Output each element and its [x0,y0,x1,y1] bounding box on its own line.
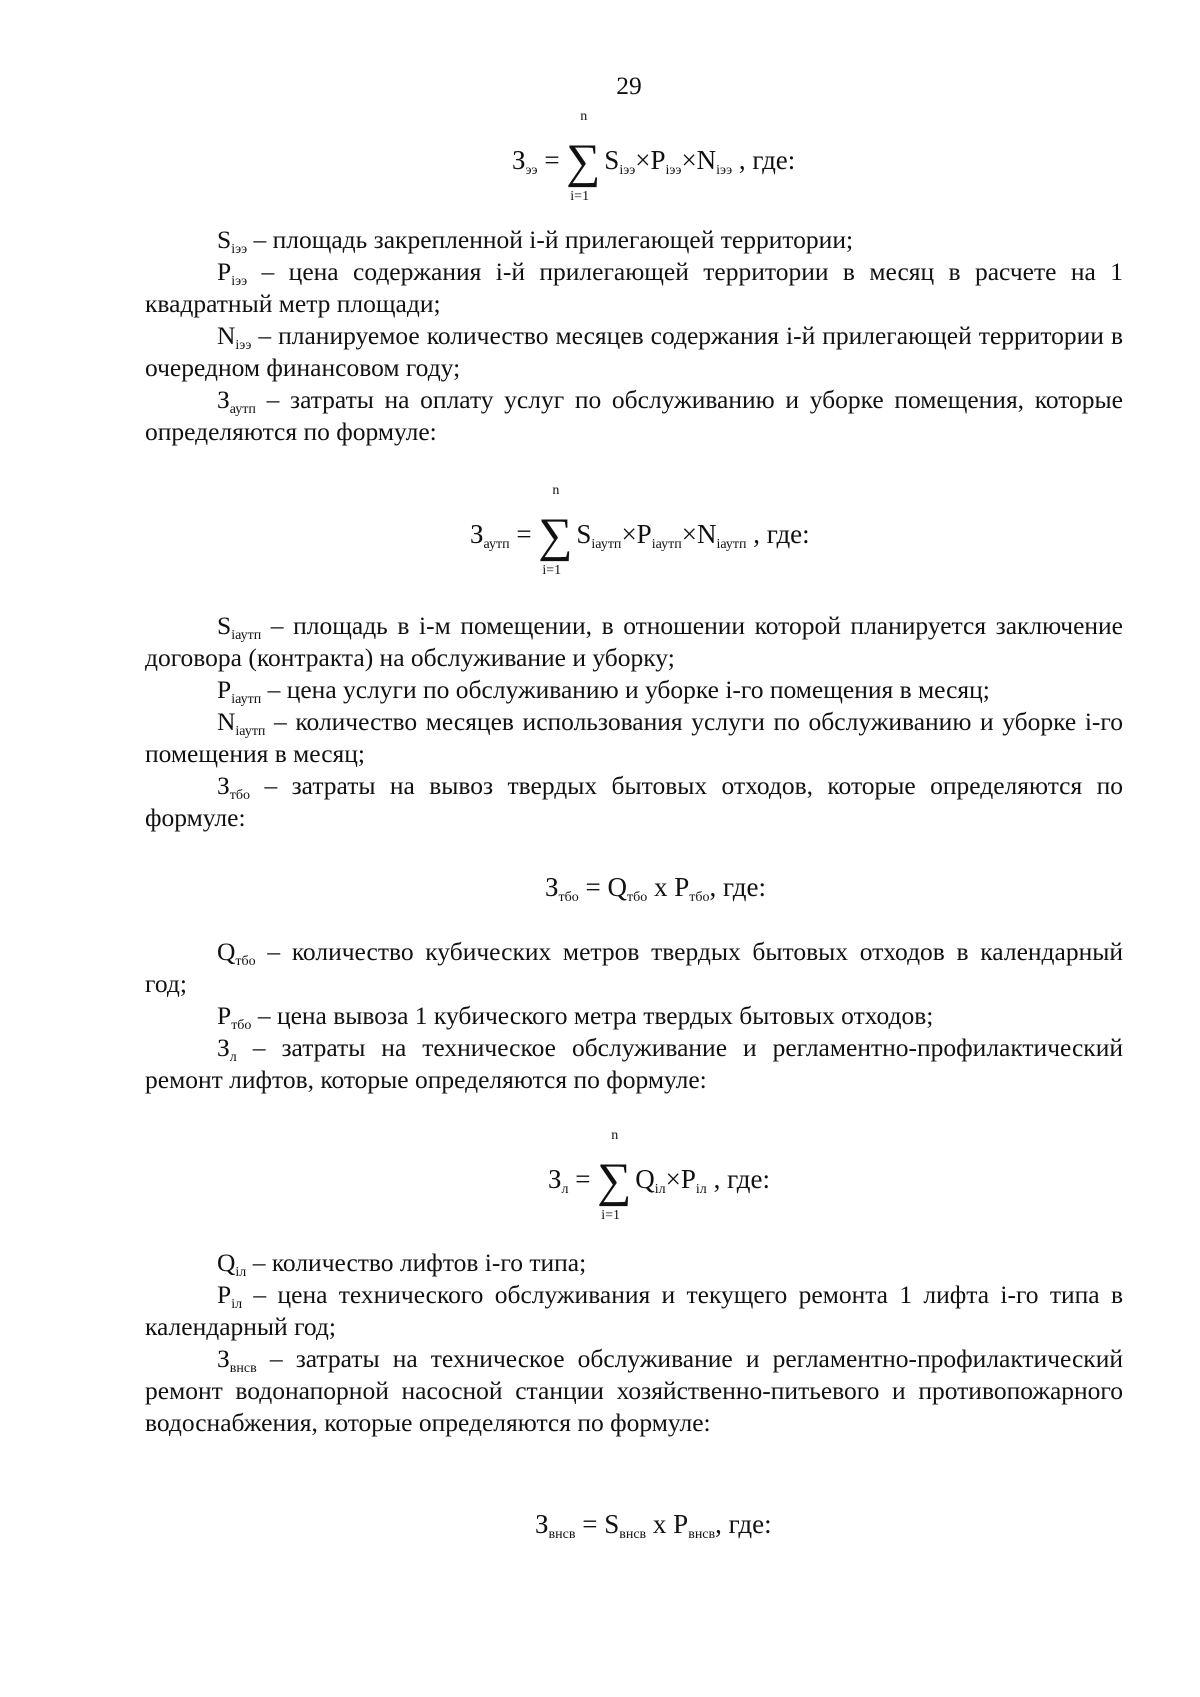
formula-l: $З_л$ = n ∑ i=1 $Q_{iл}\times P_{iл}$ , где: [548,1127,771,1223]
definition-n-iez: $N_{iээ}$ – планируемое количество месяцев содержания i-й прилегающей территории в очередном финансовом году; [145,321,1123,382]
definition-p-iautp: $P_{iаутп}$ – цена услуги по обслуживанию и уборке i-го помещения в месяц; [217,675,990,707]
definition-q-il: $Q_{iл}$ – количество лифтов i-го типа; [217,1248,587,1280]
definition-q-tbo: $Q_{тбо}$ – количество кубических метров твердых бытовых отходов в календарный год; [145,937,1123,998]
definition-z-autp: $З_{аутп}$ – затраты на оплату услуг по обслуживанию и уборке помещения, которые определяются по формуле: [145,385,1123,446]
definition-s-iautp: $S_{iаутп}$ – площадь в i-м помещении, в отношении которой планируется заключение договора (контракта) на обслуживание и уборку; [145,611,1123,672]
formula-vnsv: $З_{внсв} = S_{внсв}$ x $P_{внсв}$, где: [535,1509,772,1542]
definition-s-iez: $S_{iээ}$ – площадь закрепленной i-й прилегающей территории; [217,225,854,257]
definition-z-vnsv: $З_{внсв}$ – затраты на техническое обслуживание и регламентно-профилактический ремонт водонапорной насосной станции хозяйственно-питьевого и противопожарного водоснабжения, которые определяются по формуле: [145,1344,1123,1437]
definition-z-l: $З_л$ – затраты на техническое обслуживание и регламентно-профилактический ремонт лифтов, которые определяются по формуле: [145,1033,1123,1094]
sum-sign: n ∑ i=1 [566,108,601,204]
definition-p-il: $P_{iл}$ – цена технического обслуживания и текущего ремонта 1 лифта i-го типа в календарный год; [145,1280,1123,1341]
definition-n-iautp: $N_{iаутп}$ – количество месяцев использования услуги по обслуживанию и уборке i-го помещения в месяц; [145,707,1123,768]
formula-autp: $З_{аутп}$ = n ∑ i=1 $S_{iаутп}\times P_{iаутп}\times N_{iаутп}$ , где: [470,482,810,578]
sum-sign: n ∑ i=1 [538,482,573,578]
page-number: 29 [616,71,642,100]
definition-z-tbo: $З_{тбо}$ – затраты на вывоз твердых бытовых отходов, которые определяются по формуле: [145,771,1123,832]
sum-sign: n ∑ i=1 [597,1127,632,1223]
definition-p-iez: $P_{iээ}$ – цена содержания i-й прилегающей территории в месяц в расчете на 1 квадратный метр площади; [145,257,1123,318]
definition-p-tbo: $P_{тбо}$ – цена вывоза 1 кубического метра твердых бытовых отходов; [217,1001,934,1033]
formula-ez: $З_{ээ}$ = n ∑ i=1 $S_{iээ}\times P_{iээ}\times N_{iээ}$ , где: [512,108,796,204]
formula-tbo: $З_{тбо} = Q_{тбо}$ x $P_{тбо}$, где: [545,872,766,905]
